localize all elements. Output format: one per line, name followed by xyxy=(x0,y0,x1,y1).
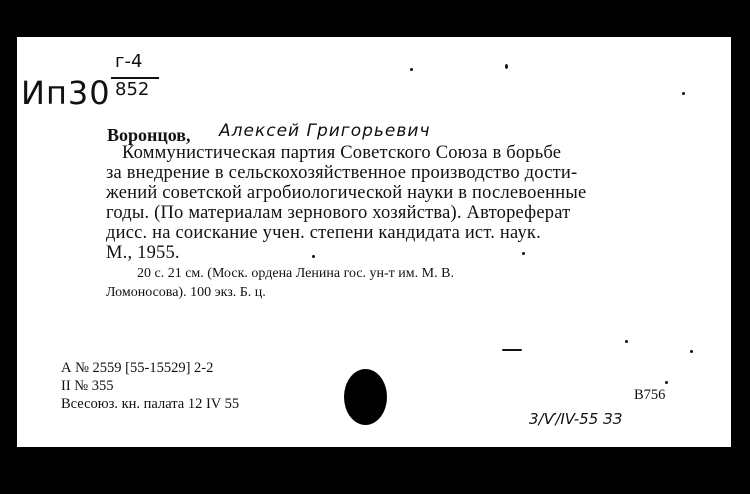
accession-line: Всесоюз. кн. палата 12 IV 55 xyxy=(61,396,240,412)
shelfmark-bottom: 852 xyxy=(115,79,150,100)
card-code: В756 xyxy=(634,387,666,403)
title-line: М., 1955. xyxy=(106,243,180,263)
handwritten-date: 3/Ѵ/IV-55 ЗЗ xyxy=(529,410,623,428)
punch-hole xyxy=(344,369,387,425)
author-handwritten-name: Алексей Григорьевич xyxy=(219,121,431,141)
title-line: дисс. на соискание учен. степени кандидата ист. наук. xyxy=(106,223,541,243)
ink-speck xyxy=(690,350,693,353)
author-surname: Воронцов, xyxy=(107,125,191,145)
ink-speck xyxy=(410,68,413,71)
ink-speck xyxy=(312,255,315,258)
ink-speck xyxy=(682,92,685,95)
ink-speck xyxy=(505,64,508,69)
ink-speck xyxy=(625,340,628,343)
imprint-line: Ломоносова). 100 экз. Б. ц. xyxy=(106,285,266,300)
title-line: Коммунистическая партия Советского Союза в борьбе xyxy=(122,143,562,163)
title-line: жений советской агробиологической науки в послевоенные xyxy=(106,183,587,203)
title-line: годы. (По материалам зернового хозяйства). Автореферат xyxy=(106,203,571,223)
imprint-line: 20 с. 21 см. (Моск. ордена Ленина гос. ун-т им. М. В. xyxy=(137,266,454,281)
ink-speck xyxy=(665,381,668,384)
catalog-card xyxy=(17,37,731,447)
title-line: за внедрение в сельскохозяйственное производство дости- xyxy=(106,163,578,183)
accession-line: А № 2559 [55-15529] 2-2 xyxy=(61,360,214,376)
shelfmark-main: Ип30 xyxy=(21,74,111,112)
shelfmark-top: г-4 xyxy=(115,51,143,72)
accession-line: II № 355 xyxy=(61,378,114,394)
ink-speck xyxy=(502,349,522,351)
ink-speck xyxy=(522,252,525,255)
